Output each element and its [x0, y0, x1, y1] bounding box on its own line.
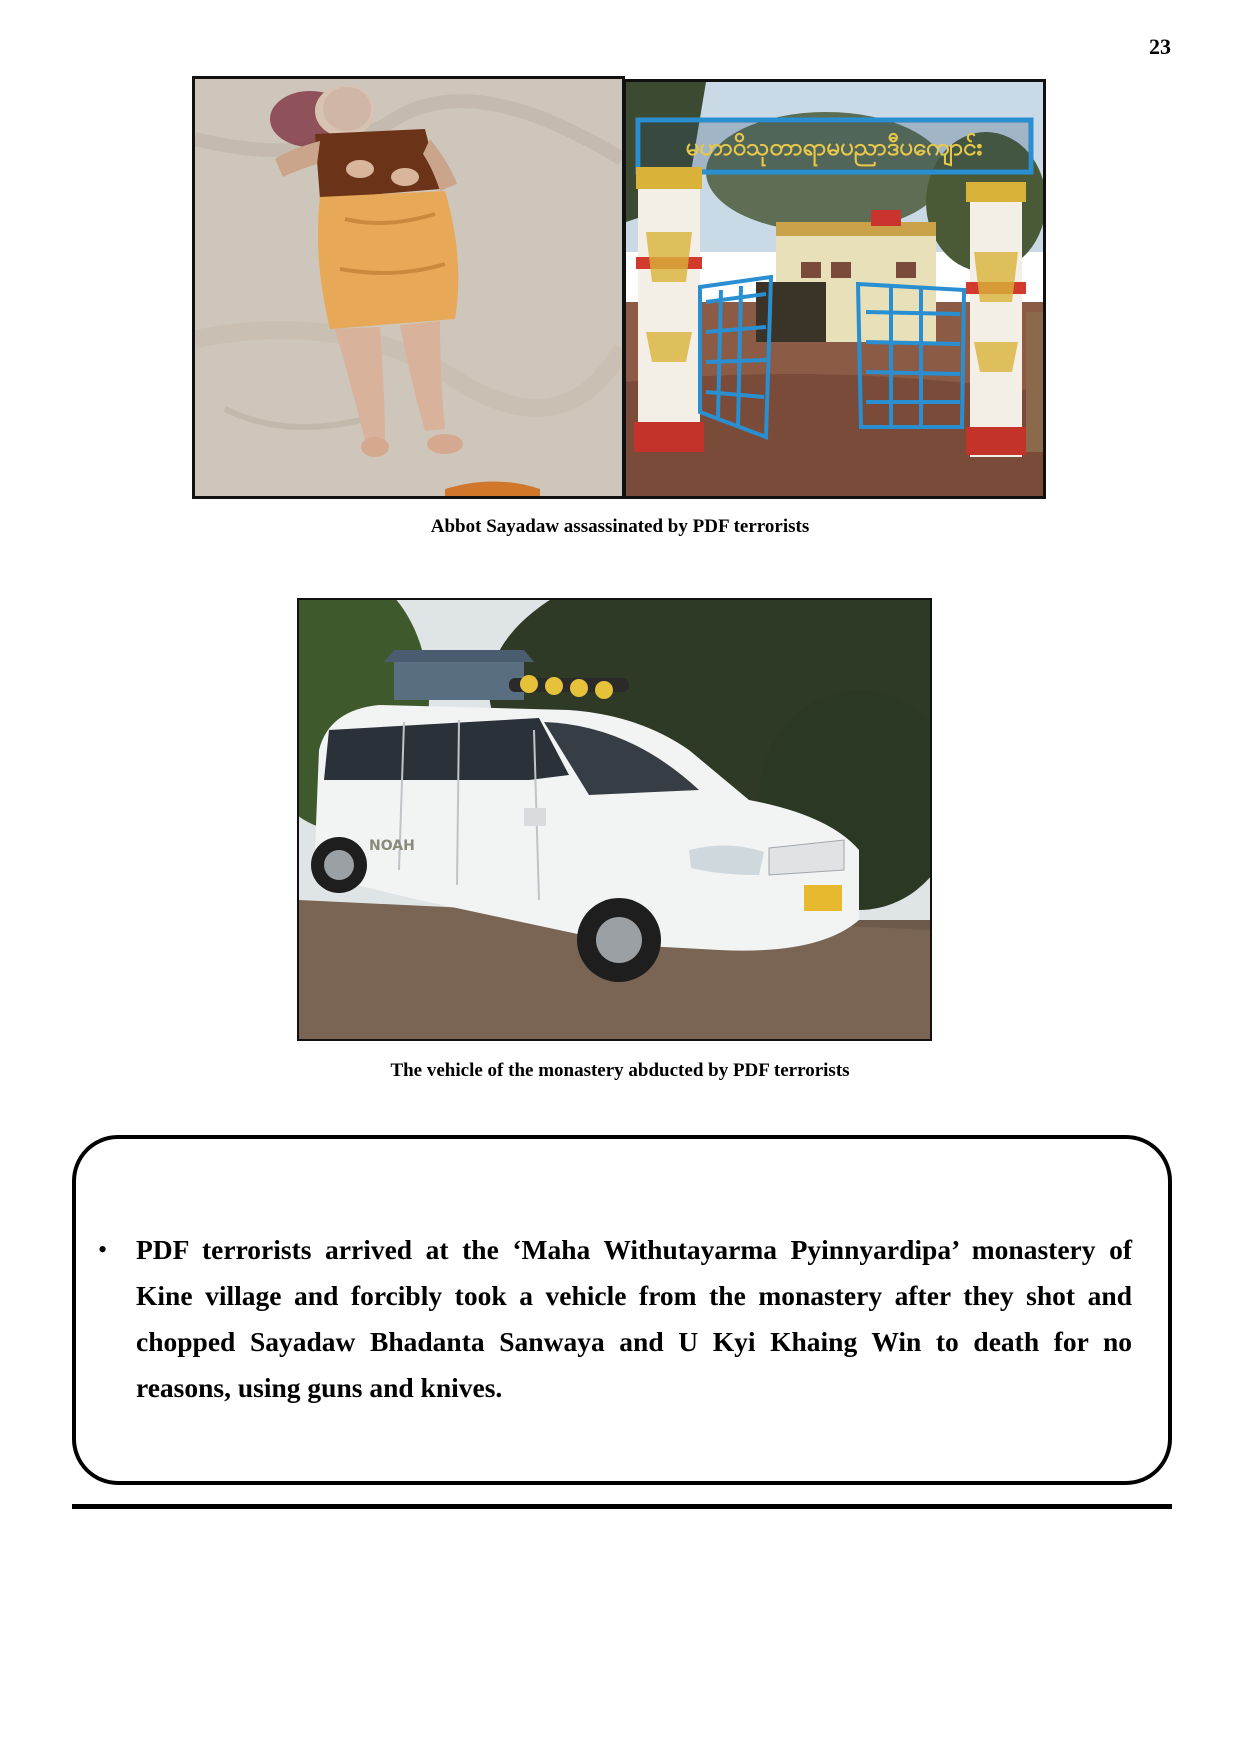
figure-caption-1: Abbot Sayadaw assassinated by PDF terrorists — [430, 516, 810, 537]
photo-abducted-vehicle — [297, 598, 932, 1041]
info-box — [72, 1135, 1172, 1485]
figure-caption-2: The vehicle of the monastery abducted by PDF terrorists — [390, 1060, 850, 1081]
photo-victim-body — [192, 76, 625, 499]
vehicle-badge-text: NOAH — [369, 838, 415, 854]
bullet-text: PDF terrorists arrived at the ‘Maha Withutayarma Pyinnyardipa’ monastery of Kine village and forcibly took a vehicle from the monastery after they shot and chopped Sayadaw Bhadanta Sanwaya and U Kyi Khaing Win to death for no reasons, using guns and knives. — [136, 1234, 1132, 1403]
photo-monastery-gate — [623, 79, 1046, 499]
bullet-item — [98, 1227, 1132, 1411]
gate-sign-text: မဟာဝိသုတာရာမပညာဒီပကျောင်း — [685, 133, 983, 161]
horizontal-rule — [72, 1504, 1172, 1509]
page-number: 23 — [1149, 34, 1171, 59]
bullet-point: • — [98, 1235, 108, 1264]
